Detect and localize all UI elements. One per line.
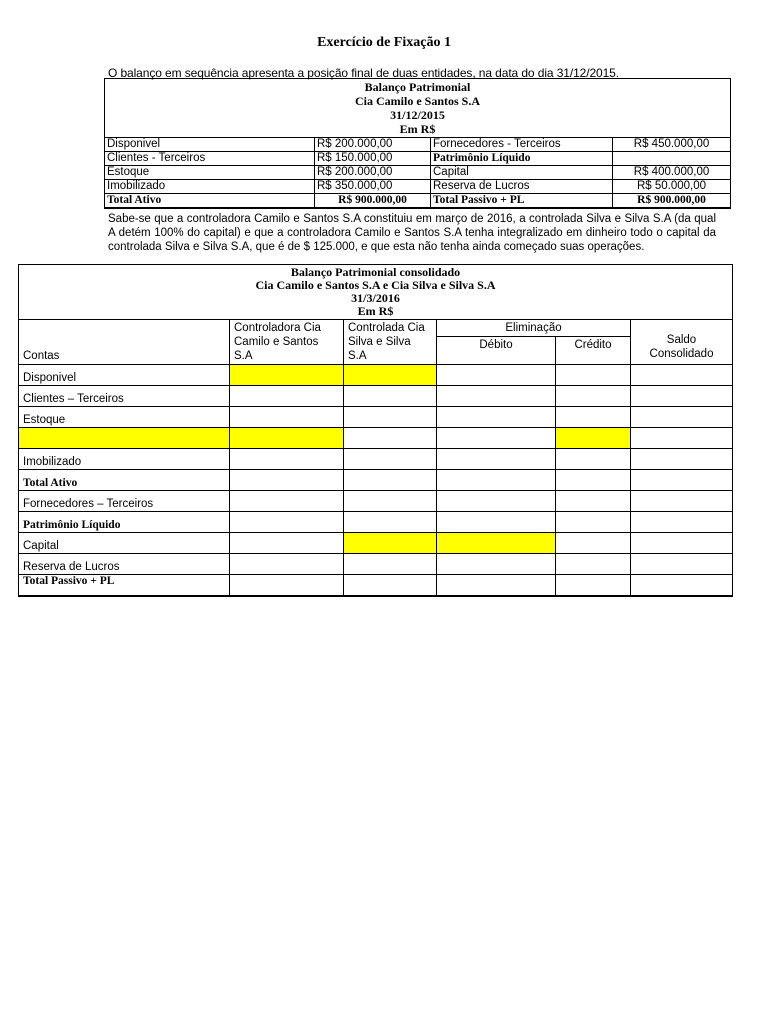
cell — [230, 575, 344, 597]
header-line: 31/3/2016 — [351, 291, 400, 305]
account-label: Total Passivo + PL — [19, 575, 230, 597]
cell — [230, 554, 344, 575]
cell — [437, 491, 556, 512]
liability-value: R$ 400.000,00 — [613, 166, 731, 180]
table-row-total — [105, 194, 731, 209]
cell — [437, 449, 556, 470]
asset-value: R$ 200.000,00 — [315, 166, 431, 180]
cell — [437, 407, 556, 428]
cell — [556, 533, 631, 554]
cell — [631, 512, 733, 533]
col-eliminacao: Eliminação — [437, 320, 631, 337]
table-row — [19, 512, 733, 533]
asset-value: R$ 200.000,00 — [315, 138, 431, 152]
table-row-total — [19, 575, 733, 597]
balance-sheet-header — [105, 79, 731, 138]
col-credito: Crédito — [556, 337, 631, 365]
cell — [556, 491, 631, 512]
col-saldo: Saldo Consolidado — [631, 320, 733, 365]
cell — [344, 512, 437, 533]
table-row — [105, 152, 731, 166]
account-label — [19, 428, 230, 449]
table-row — [105, 166, 731, 180]
liability-label: Reserva de Lucros — [431, 180, 613, 194]
cell — [437, 470, 556, 491]
header-line: Em R$ — [357, 304, 394, 318]
col-debito: Débito — [437, 337, 556, 365]
table-row — [19, 554, 733, 575]
liability-label: Capital — [431, 166, 613, 180]
cell — [437, 575, 556, 597]
asset-value: R$ 150.000,00 — [315, 152, 431, 166]
table-row — [105, 138, 731, 152]
table-row — [19, 428, 733, 449]
table-row — [19, 386, 733, 407]
cell — [437, 533, 556, 554]
header-line: Em R$ — [399, 122, 436, 136]
cell — [631, 407, 733, 428]
cell — [344, 386, 437, 407]
page-title: Exercício de Fixação 1 — [317, 35, 451, 50]
cell — [631, 470, 733, 491]
cell — [631, 554, 733, 575]
cell — [556, 407, 631, 428]
cell — [230, 512, 344, 533]
asset-value: R$ 350.000,00 — [315, 180, 431, 194]
cell — [230, 407, 344, 428]
cell — [556, 449, 631, 470]
cell — [631, 428, 733, 449]
table-row — [19, 449, 733, 470]
table-row — [105, 180, 731, 194]
consolidated-header — [19, 265, 733, 320]
cell — [344, 554, 437, 575]
asset-label: Total Ativo — [105, 194, 315, 209]
col-controlada: Controlada Cia Silva e Silva S.A — [344, 320, 437, 365]
cell — [556, 512, 631, 533]
table-row — [19, 365, 733, 386]
cell — [344, 533, 437, 554]
header-line: 31/12/2015 — [390, 108, 445, 122]
liability-value: R$ 450.000,00 — [613, 138, 731, 152]
asset-label: Clientes - Terceiros — [105, 152, 315, 166]
cell — [437, 428, 556, 449]
cell — [631, 533, 733, 554]
intro-text: O balanço em sequência apresenta a posição final de duas entidades, na data do dia 31/12/2015. — [108, 66, 619, 80]
col-controladora: Controladora Cia Camilo e Santos S.A — [230, 320, 344, 365]
account-label: Imobilizado — [19, 449, 230, 470]
cell — [230, 386, 344, 407]
liability-label: Patrimônio Líquido — [431, 152, 613, 166]
cell — [230, 533, 344, 554]
cell — [230, 449, 344, 470]
cell — [230, 491, 344, 512]
cell — [344, 491, 437, 512]
liability-value — [613, 152, 731, 166]
asset-value: R$ 900.000,00 — [315, 194, 431, 209]
cell — [344, 428, 437, 449]
cell — [437, 365, 556, 386]
cell — [631, 575, 733, 597]
asset-label: Disponivel — [105, 138, 315, 152]
account-label: Patrimônio Líquido — [19, 512, 230, 533]
cell — [230, 365, 344, 386]
table-row — [19, 491, 733, 512]
liability-value: R$ 50.000,00 — [613, 180, 731, 194]
header-line: Cia Camilo e Santos S.A e Cia Silva e Silva S.A — [255, 278, 496, 292]
cell — [631, 365, 733, 386]
problem-statement: Sabe-se que a controladora Camilo e Santos S.A constituiu em março de 2016, a controlada Silva e Silva S.A (da qual A detém 100% do capital) e que a controladora Camilo e Santos S.A tenha integralizado em dinheiro todo o capital da controlada Silva e Silva S.A, que é de $ 125.000, e que esta não tenha ainda começado suas operações. — [108, 213, 716, 253]
liability-label: Fornecedores - Terceiros — [431, 138, 613, 152]
table-row — [19, 407, 733, 428]
cell — [344, 407, 437, 428]
asset-label: Imobilizado — [105, 180, 315, 194]
header-line: Balanço Patrimonial consolidado — [290, 265, 461, 279]
liability-value: R$ 900.000,00 — [613, 194, 731, 209]
cell — [437, 512, 556, 533]
table-row — [19, 470, 733, 491]
account-label: Capital — [19, 533, 230, 554]
account-label: Total Ativo — [19, 470, 230, 491]
cell — [437, 386, 556, 407]
cell — [556, 386, 631, 407]
cell — [556, 554, 631, 575]
cell — [556, 365, 631, 386]
balance-sheet-table — [104, 78, 731, 209]
account-label: Estoque — [19, 407, 230, 428]
account-label: Disponivel — [19, 365, 230, 386]
cell — [344, 470, 437, 491]
liability-label: Total Passivo + PL — [431, 194, 613, 209]
col-contas: Contas — [19, 320, 230, 365]
account-label: Fornecedores – Terceiros — [19, 491, 230, 512]
header-line: Cia Camilo e Santos S.A — [355, 94, 481, 108]
header-line: Balanço Patrimonial — [364, 80, 471, 94]
cell — [344, 575, 437, 597]
cell — [230, 470, 344, 491]
cell — [631, 449, 733, 470]
cell — [556, 470, 631, 491]
cell — [631, 386, 733, 407]
account-label: Clientes – Terceiros — [19, 386, 230, 407]
cell — [344, 365, 437, 386]
cell — [437, 554, 556, 575]
table-row — [19, 533, 733, 554]
asset-label: Estoque — [105, 166, 315, 180]
cell — [631, 491, 733, 512]
consolidated-balance-table — [18, 264, 733, 597]
cell — [230, 428, 344, 449]
cell — [344, 449, 437, 470]
cell — [556, 575, 631, 597]
cell — [556, 428, 631, 449]
account-label: Reserva de Lucros — [19, 554, 230, 575]
